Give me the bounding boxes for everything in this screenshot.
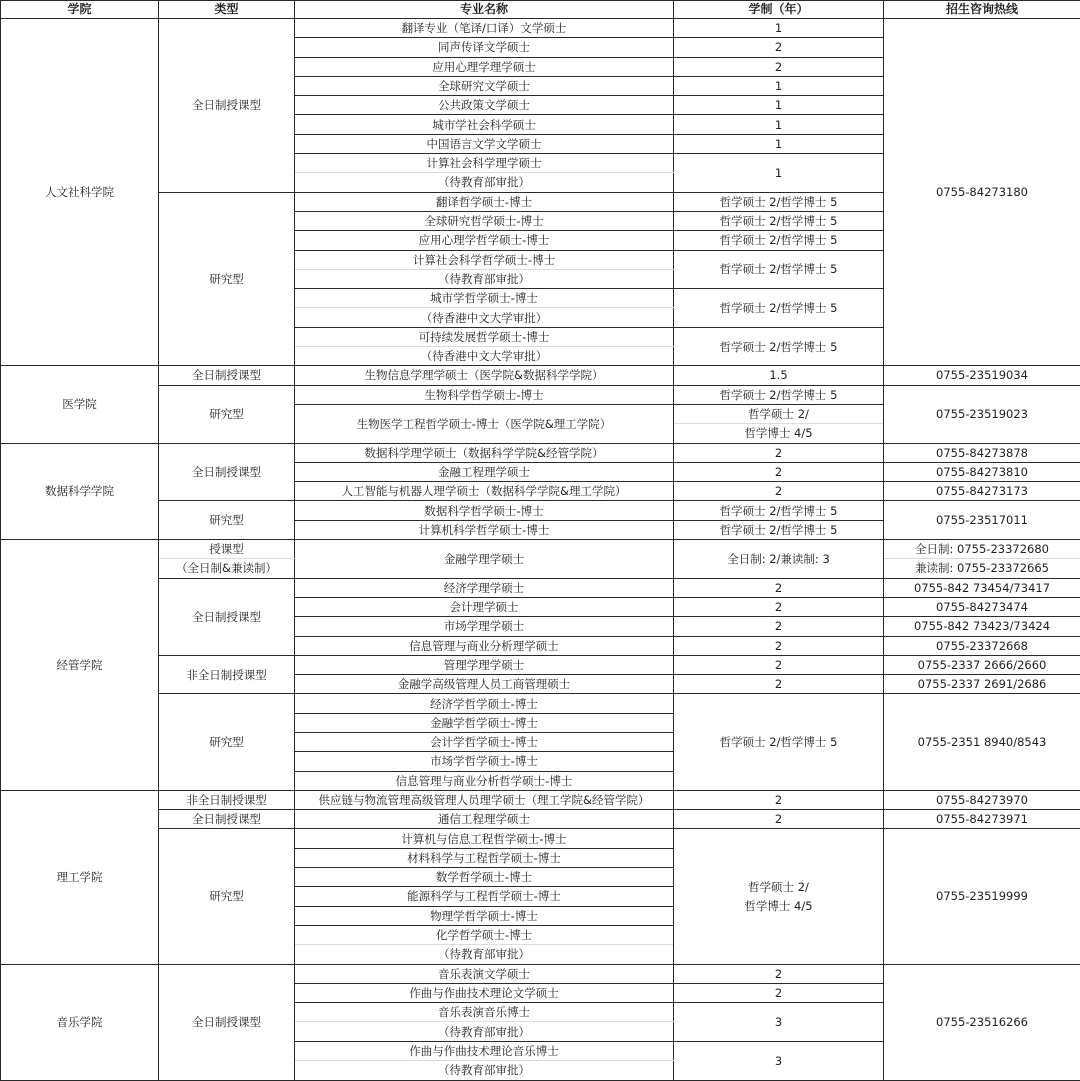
header-type: 类型	[159, 1, 295, 19]
table-row	[1, 385, 1080, 404]
major-cell: 信息管理与商业分析理学硕士	[295, 636, 674, 655]
major-cell: 公共政策文学硕士	[295, 96, 674, 115]
major-cell: 材料科学与工程哲学硕士-博士	[295, 848, 674, 867]
years-cell: 3	[674, 1041, 884, 1080]
major-cell: 会计理学硕士	[295, 597, 674, 616]
major-cell: 全球研究文学硕士	[295, 76, 674, 95]
major-cell: 会计学哲学硕士-博士	[295, 732, 674, 751]
type-cell: 非全日制授课型	[159, 655, 295, 694]
years-cell: 2	[674, 810, 884, 829]
college-cell: 人文社科学院	[1, 19, 159, 366]
major-cell: 计算社会科学理学硕士	[295, 154, 674, 173]
years-cell: 哲学硕士 2/	[674, 404, 884, 423]
table-row	[1, 964, 1080, 983]
years-cell: 哲学博士 4/5	[674, 424, 884, 443]
type-cell: 全日制授课型	[159, 810, 295, 829]
table-row	[1, 540, 1080, 559]
years-cell: 1	[674, 19, 884, 38]
major-cell: 音乐表演音乐博士	[295, 1003, 674, 1022]
hotline-cell: 0755-842 73423/73424	[884, 617, 1080, 636]
hotline-cell: 0755-2337 2666/2660	[884, 655, 1080, 674]
years-cell: 2	[674, 655, 884, 674]
years-cell: 1	[674, 115, 884, 134]
table-row	[1, 19, 1080, 38]
years-cell: 2	[674, 636, 884, 655]
major-cell: 数据科学理学硕士（数据科学学院&经管学院）	[295, 443, 674, 462]
header-hotline: 招生咨询热线	[884, 1, 1080, 19]
hotline-cell: 0755-84273878	[884, 443, 1080, 462]
hotline-cell: 兼读制: 0755-23372665	[884, 559, 1080, 578]
hotline-cell: 0755-23519999	[884, 829, 1080, 964]
hotline-cell: 0755-23516266	[884, 964, 1080, 1080]
hotline-cell: 0755-84273180	[884, 19, 1080, 366]
years-cell: 2	[674, 57, 884, 76]
major-note-cell: （待教育部审批）	[295, 269, 674, 288]
years-cell: 2	[674, 597, 884, 616]
major-note-cell: （待教育部审批）	[295, 945, 674, 964]
years-cell: 2	[674, 964, 884, 983]
type-cell: 全日制授课型	[159, 578, 295, 655]
years-cell: 哲学硕士 2/哲学博士 5	[674, 250, 884, 289]
major-cell: 城市学社会科学硕士	[295, 115, 674, 134]
major-note-cell: （待香港中文大学审批）	[295, 308, 674, 327]
years-cell: 2	[674, 578, 884, 597]
major-cell: 信息管理与商业分析哲学硕士-博士	[295, 771, 674, 790]
years-cell: 1	[674, 134, 884, 153]
years-cell: 2	[674, 617, 884, 636]
college-cell: 理工学院	[1, 790, 159, 964]
type-cell: 全日制授课型	[159, 964, 295, 1080]
years-cell: 哲学硕士 2/哲学博士 5	[674, 231, 884, 250]
major-note-cell: （待教育部审批）	[295, 1022, 674, 1041]
years-cell: 哲学硕士 2/哲学博士 5	[674, 327, 884, 366]
type-cell: 全日制授课型	[159, 19, 295, 193]
years-cell: 全日制: 2/兼读制: 3	[674, 540, 884, 579]
type-cell: 研究型	[159, 192, 295, 366]
major-note-cell: （待教育部审批）	[295, 1061, 674, 1081]
years-line: 哲学硕士 2/	[748, 880, 809, 895]
years-cell: 2	[674, 462, 884, 481]
type-note-cell: （全日制&兼读制）	[159, 559, 295, 578]
major-cell: 经济学理学硕士	[295, 578, 674, 597]
major-cell: 音乐表演文学硕士	[295, 964, 674, 983]
type-cell: 研究型	[159, 694, 295, 790]
major-cell: 中国语言文学文学硕士	[295, 134, 674, 153]
major-cell: 金融学哲学硕士-博士	[295, 713, 674, 732]
header-years: 学制（年）	[674, 1, 884, 19]
major-cell: 生物信息学理学硕士（医学院&数据科学学院）	[295, 366, 674, 385]
hotline-cell: 0755-2337 2691/2686	[884, 675, 1080, 694]
hotline-cell: 0755-23519034	[884, 366, 1080, 385]
major-cell: 数据科学哲学硕士-博士	[295, 501, 674, 520]
major-cell: 翻译专业（笔译/口译）文学硕士	[295, 19, 674, 38]
major-cell: 计算机科学哲学硕士-博士	[295, 520, 674, 539]
major-cell: 管理学理学硕士	[295, 655, 674, 674]
major-cell: 全球研究哲学硕士-博士	[295, 211, 674, 230]
years-cell: 哲学硕士 2/哲学博士 5	[674, 501, 884, 520]
major-cell: 计算社会科学哲学硕士-博士	[295, 250, 674, 269]
major-cell: 作曲与作曲技术理论文学硕士	[295, 983, 674, 1002]
table-row	[1, 655, 1080, 674]
type-cell: 研究型	[159, 385, 295, 443]
hotline-cell: 0755-84273970	[884, 790, 1080, 809]
major-cell: 人工智能与机器人理学硕士（数据科学学院&理工学院）	[295, 482, 674, 501]
major-cell: 能源科学与工程哲学硕士-博士	[295, 887, 674, 906]
hotline-cell: 0755-84273173	[884, 482, 1080, 501]
major-cell: 化学哲学硕士-博士	[295, 925, 674, 944]
years-cell: 2	[674, 790, 884, 809]
header-row	[1, 1, 1080, 19]
major-note-cell: （待教育部审批）	[295, 173, 674, 192]
college-cell: 数据科学学院	[1, 443, 159, 539]
major-cell: 物理学哲学硕士-博士	[295, 906, 674, 925]
years-cell: 2	[674, 482, 884, 501]
major-note-cell: （待香港中文大学审批）	[295, 347, 674, 366]
major-cell: 金融学理学硕士	[295, 540, 674, 579]
major-cell: 数学哲学硕士-博士	[295, 868, 674, 887]
table-row	[1, 790, 1080, 809]
years-cell: 哲学硕士 2/哲学博士 5	[674, 385, 884, 404]
major-cell: 金融学高级管理人员工商管理硕士	[295, 675, 674, 694]
years-cell: 哲学硕士 2/哲学博士 5	[674, 192, 884, 211]
hotline-cell: 0755-23372668	[884, 636, 1080, 655]
header-major: 专业名称	[295, 1, 674, 19]
years-cell: 哲学硕士 2/哲学博士 5	[674, 289, 884, 328]
major-cell: 生物科学哲学硕士-博士	[295, 385, 674, 404]
college-cell: 医学院	[1, 366, 159, 443]
major-cell: 作曲与作曲技术理论音乐博士	[295, 1041, 674, 1060]
hotline-cell: 0755-23519023	[884, 385, 1080, 443]
hotline-cell: 全日制: 0755-23372680	[884, 540, 1080, 559]
major-cell: 翻译哲学硕士-博士	[295, 192, 674, 211]
major-cell: 通信工程理学硕士	[295, 810, 674, 829]
major-cell: 经济学哲学硕士-博士	[295, 694, 674, 713]
hotline-cell: 0755-84273971	[884, 810, 1080, 829]
years-cell: 2	[674, 675, 884, 694]
major-cell: 应用心理学理学硕士	[295, 57, 674, 76]
hotline-cell: 0755-842 73454/73417	[884, 578, 1080, 597]
major-cell: 金融工程理学硕士	[295, 462, 674, 481]
years-cell: 1	[674, 76, 884, 95]
type-cell: 非全日制授课型	[159, 790, 295, 809]
table-row	[1, 810, 1080, 829]
years-cell	[674, 829, 884, 964]
hotline-cell: 0755-84273474	[884, 597, 1080, 616]
type-cell: 全日制授课型	[159, 443, 295, 501]
college-cell: 音乐学院	[1, 964, 159, 1080]
major-cell: 生物医学工程哲学硕士-博士（医学院&理工学院）	[295, 404, 674, 443]
years-cell: 哲学硕士 2/哲学博士 5	[674, 694, 884, 790]
years-cell: 2	[674, 983, 884, 1002]
years-cell: 哲学硕士 2/哲学博士 5	[674, 520, 884, 539]
hotline-cell: 0755-84273810	[884, 462, 1080, 481]
table-row	[1, 366, 1080, 385]
major-cell: 计算机与信息工程哲学硕士-博士	[295, 829, 674, 848]
type-cell: 研究型	[159, 501, 295, 540]
table-row	[1, 829, 1080, 848]
major-cell: 同声传译文学硕士	[295, 38, 674, 57]
years-cell: 1	[674, 154, 884, 193]
years-cell: 3	[674, 1003, 884, 1042]
years-line: 哲学博士 4/5	[744, 898, 813, 913]
major-cell: 供应链与物流管理高级管理人员理学硕士（理工学院&经管学院）	[295, 790, 674, 809]
table-row	[1, 501, 1080, 520]
college-cell: 经管学院	[1, 540, 159, 791]
type-cell: 全日制授课型	[159, 366, 295, 385]
major-cell: 应用心理学哲学硕士-博士	[295, 231, 674, 250]
major-cell: 可持续发展哲学硕士-博士	[295, 327, 674, 346]
table-row	[1, 694, 1080, 713]
hotline-cell: 0755-2351 8940/8543	[884, 694, 1080, 790]
table-row	[1, 578, 1080, 597]
hotline-cell: 0755-23517011	[884, 501, 1080, 540]
type-cell: 授课型	[159, 540, 295, 559]
major-cell: 城市学哲学硕士-博士	[295, 289, 674, 308]
years-cell: 1.5	[674, 366, 884, 385]
years-cell: 2	[674, 38, 884, 57]
type-cell: 研究型	[159, 829, 295, 964]
table-row	[1, 443, 1080, 462]
major-cell: 市场学理学硕士	[295, 617, 674, 636]
years-cell: 哲学硕士 2/哲学博士 5	[674, 211, 884, 230]
major-cell: 市场学哲学硕士-博士	[295, 752, 674, 771]
years-cell: 2	[674, 443, 884, 462]
years-cell: 1	[674, 96, 884, 115]
header-college: 学院	[1, 1, 159, 19]
